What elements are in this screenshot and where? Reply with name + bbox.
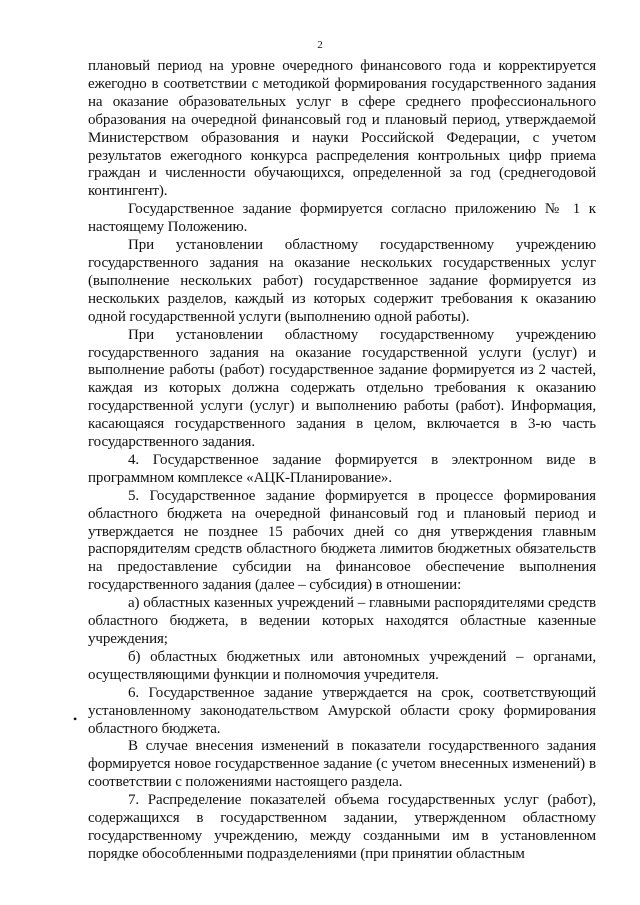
paragraph-item-5: 5. Государственное задание формируется в процессе формирования областного бюджета на очередной финансовый год и плановый период и утверждается не позднее 15 рабочих дней со дня утверждения главным распорядителям средств областного бюджета лимитов бюджетных обязательств на предоставление субсидии на финансовое обеспечение выполнения государственного задания (далее – субсидия) в отношении: [88,487,596,594]
paragraph-continuation: плановый период на уровне очередного финансового года и корректируется ежегодно в соответствии с методикой формирования государственного задания на оказание образовательных услуг в сфере среднего профессионального образования на очередной финансовый год и плановый период, утверждаемой Министерством образования и науки Российской Федерации, с учетом результатов ежегодного конкурса распределения контрольных цифр приема граждан и численности обучающихся, определенной за год (среднегодовой контингент). [88,58,596,200]
paragraph-item-4: 4. Государственное задание формируется в электронном виде в программном комплексе «АЦК-Планирование». [88,451,596,486]
paragraph-item-6: 6. Государственное задание утверждается на срок, соответствующий установленному законодательством Амурской области сроку формирования областного бюджета. [88,684,596,737]
paragraph-item-7: 7. Распределение показателей объема государственных услуг (работ), содержащихся в государственном задании, утвержденном областному государственному учреждению, между созданными им в установленном порядке обособленными подразделениями (при принятии областным [88,792,596,862]
margin-mark: • [73,712,78,726]
document-body [88,58,596,864]
paragraph-item-5a: а) областных казенных учреждений – главными распорядителями средств областного бюджета, в ведении которых находятся областные казенные учреждения; [88,595,596,647]
paragraph-item-5b: б) областных бюджетных или автономных учреждений – органами, осуществляющими функции и полномочия учредителя. [88,648,596,683]
paragraph-multiple-services: При установлении областному государственному учреждению государственного задания на оказание нескольких государственных услуг (выполнение нескольких работ) государственное задание формируется из нескольких разделов, каждый из которых содержит требования к оказанию одной государственной услуги (выполнению одной работы). [88,237,596,325]
paragraph-changes: В случае внесения изменений в показатели государственного задания формируется новое государственное задание (с учетом внесенных изменений) в соответствии с положениями настоящего раздела. [88,738,596,791]
paragraph-services-and-works: При установлении областному государственному учреждению государственного задания на оказание государственной услуги (услуг) и выполнение работы (работ) государственное задание формируется из 2 частей, каждая из которых должна содержать отдельно требования к оказанию государственной услуги (услуг) и выполнению работы (работ). Информация, касающаяся государственного задания в целом, включается в 3-ю часть государственного задания. [88,326,596,451]
page-number: 2 [317,39,323,51]
paragraph-appendix-reference: Государственное задание формируется согласно приложению № 1 к настоящему Положению. [88,201,596,236]
